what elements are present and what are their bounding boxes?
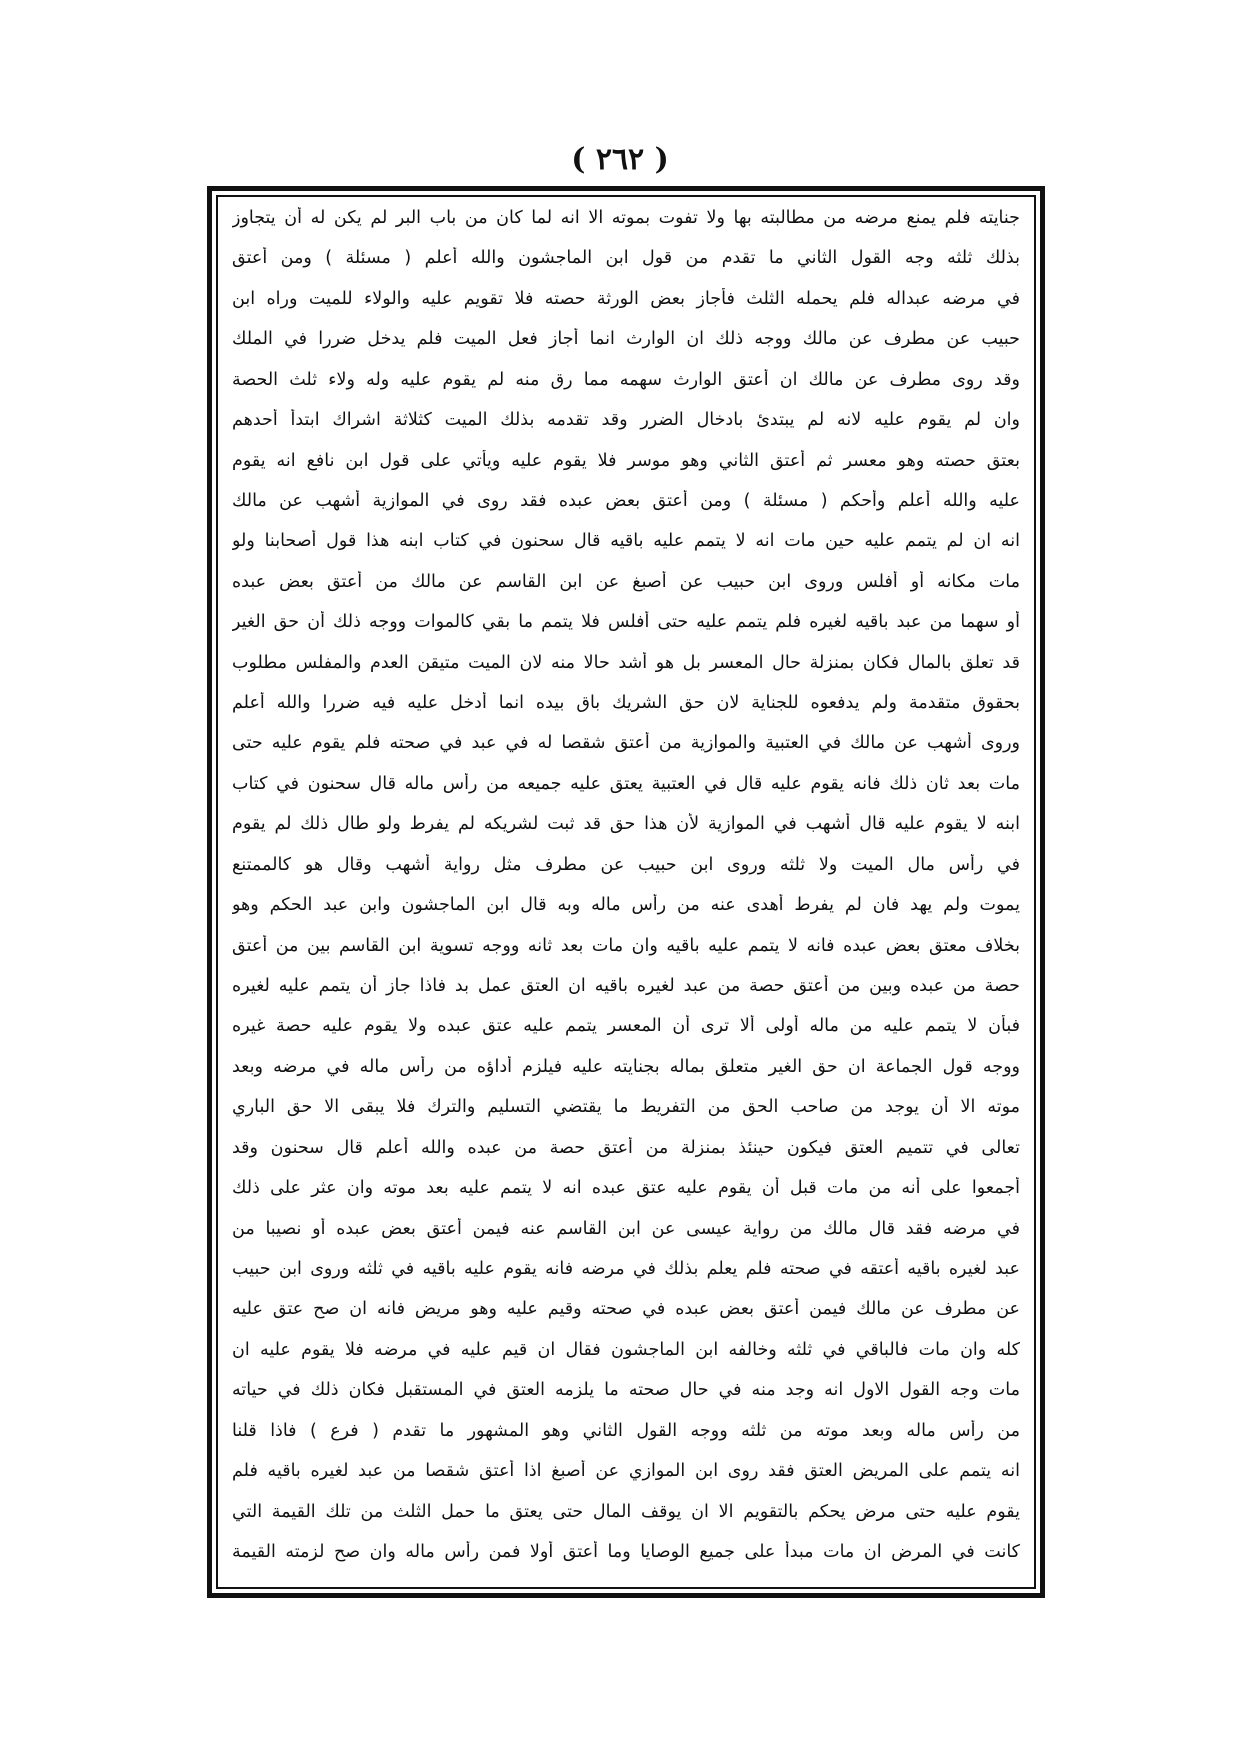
- page-frame: [207, 186, 1045, 1598]
- text-line: كانت في المرض ان مات مبدأ على جميع الوصايا وما أعتق أولا فمن رأس ماله وان صح لزمته القيمة: [232, 1541, 1020, 1562]
- text-line: ابنه لا يقوم عليه قال أشهب في الموازية لأن هذا حق قد ثبت لشريكه لم يفرط ولو طال ذلك لم يقوم: [232, 814, 1020, 835]
- text-line: أجمعوا على أنه من مات قبل أن يقوم عليه عتق عبده انه لا يتمم عليه بعد موته وان عثر على ذلك: [232, 1178, 1020, 1199]
- text-line: يقوم عليه حتى مرض يحكم بالتقويم الا ان يوقف المال حتى يعتق ما حمل الثلث من تلك القيمة التي: [232, 1501, 1020, 1522]
- text-line: أو سهما من عبد باقيه لغيره فلم يتمم عليه حتى أفلس فلا يتمم ما بقي كالموات ووجه ذلك أن حق الغير: [232, 612, 1020, 633]
- text-line: يموت ولم يهد فان لم يفرط أهدى عنه من رأس ماله وبه قال ابن الماجشون وابن عبد الحكم وهو: [232, 895, 1020, 916]
- page-number: ( ٢٦٢ ): [571, 142, 669, 177]
- text-line: كله وان مات فالباقي في ثلثه وخالفه ابن الماجشون فقال ان قيم عليه في مرضه فلا يقوم عليه ان: [232, 1339, 1020, 1360]
- text-line: بذلك ثلثه وجه القول الثاني ما تقدم من قول ابن الماجشون والله أعلم ( مسئلة ) ومن أعتق: [232, 248, 1020, 269]
- text-line: انه يتمم على المريض العتق فقد روى ابن الموازي عن أصبغ اذا أعتق شقصا من عبد لغيره باقيه فلم: [232, 1461, 1020, 1482]
- page-frame-inner: [216, 195, 1036, 1589]
- text-line: جنايته فلم يمنع مرضه من مطالبته بها ولا تفوت بموته الا انه لما كان من باب البر لم يكن له أن يتجاوز: [232, 208, 1020, 228]
- text-line: في رأس مال الميت ولا ثلثه وروى ابن حبيب عن مطرف مثل رواية أشهب وقال هو كالممتنع: [232, 854, 1020, 875]
- text-line: عليه والله أعلم وأحكم ( مسئلة ) ومن أعتق بعض عبده فقد روى في الموازية أشهب عن مالك: [232, 490, 1020, 511]
- text-line: تعالى في تتميم العتق فيكون حينئذ بمنزلة من أعتق حصة من عبده والله أعلم قال سحنون وقد: [232, 1137, 1020, 1158]
- text-line: حبيب عن مطرف عن مالك ووجه ذلك ان الوارث انما أجاز فعل الميت فلم يدخل ضررا في الملك: [232, 329, 1020, 350]
- text-line: بخلاف معتق بعض عبده فانه لا يتمم عليه باقيه وان مات بعد ثانه ووجه تسوية ابن القاسم بين من أعتق: [232, 935, 1020, 956]
- text-line: فبأن لا يتمم عليه من ماله أولى ألا ترى أن المعسر يتمم عليه عتق عبده ولا يقوم عليه حصة غيره: [232, 1016, 1020, 1037]
- text-line: مات بعد ثان ذلك فانه يقوم عليه قال في العتبية يعتق عليه جميعه من رأس ماله قال سحنون في كتاب: [232, 773, 1020, 794]
- text-line: وروى أشهب عن مالك في العتبية والموازية من أعتق شقصا له في عبد في صحته فلم يقوم عليه حتى: [232, 733, 1020, 754]
- text-line: عن مطرف عن مالك فيمن أعتق بعض عبده في صحته وقيم عليه وهو مريض فانه ان صح عتق عليه: [232, 1299, 1020, 1320]
- text-line: في مرضه فقد قال مالك من رواية عيسى عن ابن القاسم عنه فيمن أعتق بعض عبده أو نصيبا من: [232, 1218, 1020, 1239]
- text-line: وقد روى مطرف عن مالك ان أعتق الوارث سهمه مما رق منه لم يقوم عليه وله ولاء ثلث الحصة: [232, 369, 1020, 390]
- text-line: بعتق حصته وهو معسر ثم أعتق الثاني وهو موسر فلا يقوم عليه ويأتي على قول ابن نافع انه يقوم: [232, 450, 1020, 471]
- text-line: حصة من عبده وبين من أعتق حصة من عبد لغيره باقيه ان العتق عمل بد فاذا جاز أن يتمم عليه لغيره: [232, 976, 1020, 997]
- text-body: [232, 207, 1020, 1577]
- text-line: في مرضه عبداله فلم يحمله الثلث فأجاز بعض الورثة حصته فلا تقويم عليه والولاء للميت وراه ابن: [232, 288, 1020, 309]
- text-line: موته الا أن يوجد من صاحب الحق من التفريط ما يقتضي التسليم والترك فلا يبقى الا حق الباري: [232, 1097, 1020, 1118]
- text-line: ووجه قول الجماعة ان حق الغير متعلق بماله بجنايته عليه فيلزم أداؤه من رأس ماله في مرضه وبعد: [232, 1056, 1020, 1077]
- text-line: انه ان لم يتمم عليه حين مات انه لا يتمم عليه باقيه قال سحنون في كتاب ابنه هذا قول أصحابنا ولو: [232, 531, 1020, 552]
- text-line: قد تعلق بالمال فكان بمنزلة حال المعسر بل هو أشد حالا منه لان الميت متيقن العدم والمفلس مطلوب: [232, 652, 1020, 673]
- text-line: بحقوق متقدمة ولم يدفعوه للجناية لان حق الشريك باق بيده انما أدخل عليه فيه ضررا والله أعلم: [232, 693, 1020, 714]
- text-line: مات وجه القول الاول انه وجد منه في حال صحته ما يلزمه العتق في المستقبل فكان ذلك في حياته: [232, 1380, 1020, 1401]
- text-line: مات مكانه أو أفلس وروى ابن حبيب عن أصبغ عن ابن القاسم عن مالك من أعتق بعض عبده: [232, 571, 1020, 592]
- text-line: من رأس ماله وبعد موته من ثلثه ووجه القول الثاني وهو المشهور ما تقدم ( فرع ) فاذا قلنا: [232, 1420, 1020, 1441]
- text-line: عبد لغيره باقيه أعتقه في صحته فلم يعلم بذلك في مرضه فانه يقوم عليه باقيه في ثلثه وروى ابن حبيب: [232, 1258, 1020, 1279]
- text-line: وان لم يقوم عليه لانه لم يبتدئ بادخال الضرر وقد تقدمه بذلك الميت كثلاثة اشراك ابتدأ أحدهم: [232, 410, 1020, 431]
